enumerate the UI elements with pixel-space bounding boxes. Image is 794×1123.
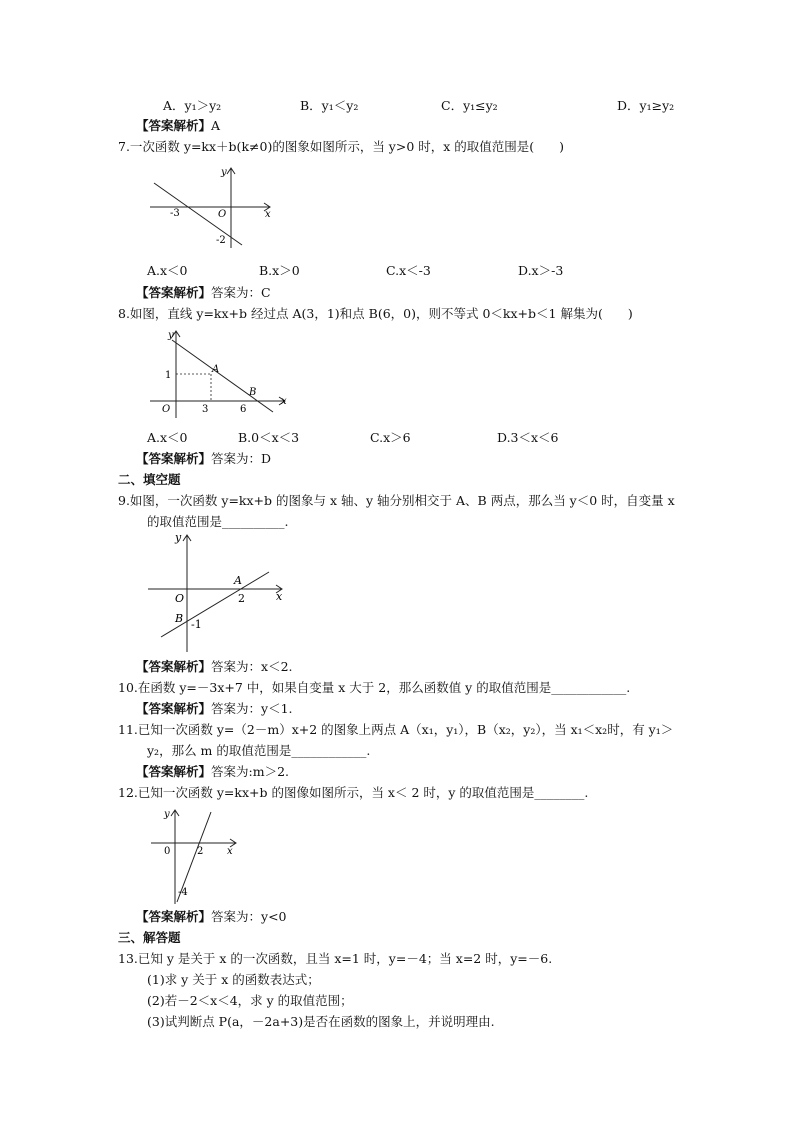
q7-label-x: x [265,209,271,220]
q9-label-a: A [234,574,242,587]
q9-label-2: 2 [238,592,245,605]
q8-answer: 答案为：D [211,451,272,466]
q6-option-d: D．y₁≥y₂ [617,98,675,113]
q13-stem: 13.已知 y 是关于 x 的一次函数，且当 x=1 时，y=－4；当 x=2 时，y=－6. [118,951,553,966]
q8-stem: 8.如图，直线 y=kx+b 经过点 A(3，1)和点 B(6，0)，则不等式 0＜kx+b＜1 解集为( ) [118,306,633,321]
q12-label-neg4: -4 [178,887,188,898]
q8-label-y: y [168,330,174,341]
q7-label-y: y [221,167,227,178]
q9-stem-line1: 9.如图，一次函数 y=kx+b 的图象与 x 轴、y 轴分别相交于 A、B 两点，那么当 y＜0 时，自变量 x [118,493,675,508]
q6-option-a: A．y₁＞y₂ [163,98,222,113]
answer-label: 【答案解析】 [136,659,212,674]
answer-label: 【答案解析】 [136,764,212,779]
q7-option-c: C.x＜-3 [386,263,431,278]
q8-label-6: 6 [240,404,247,415]
q12-label-origin: 0 [164,846,171,857]
section-solution-title: 三、解答题 [118,930,181,945]
q9-label-origin: O [175,592,185,605]
q7-label-neg2: -2 [216,235,226,246]
q13-part-3: (3)试判断点 P(a，－2a+3)是否在函数的图象上，并说明理由. [147,1014,495,1029]
q12-graph [148,807,243,907]
q8-label-b: B [249,387,257,398]
q9-answer-row [136,659,293,675]
q6-answer-row [136,118,220,134]
q7-graph [145,165,275,250]
q11-answer: 答案为:m＞2. [211,764,290,779]
answer-label: 【答案解析】 [136,451,212,466]
q12-stem: 12.已知一次函数 y=kx+b 的图像如图所示，当 x＜ 2 时，y 的取值范围是________. [118,785,589,800]
q8-label-1: 1 [165,370,172,381]
q11-answer-row [136,764,289,780]
q9-label-x: x [276,590,283,603]
q8-answer-row [136,451,271,467]
q8-graph [145,328,295,423]
q7-stem: 7.一次函数 y=kx＋b(k≠0)的图象如图所示，当 y>0 时，x 的取值范围是( ) [118,139,565,154]
q7-option-a: A.x＜0 [147,263,188,278]
q10-answer-row [136,701,293,717]
q8-label-x: x [281,396,287,407]
q8-label-3: 3 [202,404,209,415]
answer-label: 【答案解析】 [136,118,212,133]
answer-label: 【答案解析】 [136,285,212,300]
q12-label-x: x [227,846,233,857]
q8-label-origin: O [162,404,171,415]
q9-stem-line2: 的取值范围是__________. [147,514,289,529]
answer-label: 【答案解析】 [136,701,212,716]
q8-label-a: A [212,364,220,375]
answer-label: 【答案解析】 [136,909,212,924]
q11-stem-line2: y₂，那么 m 的取值范围是____________. [147,743,371,758]
q12-answer: 答案为：y<0 [211,909,287,924]
q7-answer-row [136,285,271,301]
q9-label-b: B [175,612,184,625]
q6-answer: A [211,118,221,133]
q7-option-b: B.x＞0 [259,263,300,278]
q8-option-a: A.x＜0 [147,430,188,445]
q6-option-c: C．y₁≤y₂ [441,98,498,113]
q13-part-2: (2)若－2＜x＜4，求 y 的取值范围； [147,993,353,1008]
q7-function-line [154,183,242,245]
q7-option-d: D.x＞-3 [518,263,564,278]
q9-answer: 答案为：x＜2. [211,659,293,674]
q8-option-b: B.0＜x＜3 [238,430,300,445]
q13-part-1: (1)求 y 关于 x 的函数表达式； [147,972,320,987]
q7-label-origin: O [218,209,227,220]
q7-label-neg3: -3 [170,208,180,219]
q6-option-b: B．y₁＜y₂ [300,98,359,113]
q9-label-y: y [175,531,182,544]
q12-label-2: 2 [197,846,204,857]
q9-label-neg1: -1 [191,618,202,631]
section-fill-in-title: 二、填空题 [118,472,181,487]
q12-label-y: y [164,809,170,820]
q12-answer-row [136,909,287,925]
q10-stem: 10.在函数 y=－3x+7 中，如果自变量 x 大于 2，那么函数值 y 的取值范围是____________. [118,680,631,695]
q9-graph [145,530,290,655]
q7-answer: 答案为：C [211,285,271,300]
q8-option-d: D.3＜x＜6 [497,430,559,445]
q11-stem-line1: 11.已知一次函数 y=（2－m）x+2 的图象上两点 A（x₁，y₁），B（x₂，y₂），当 x₁＜x₂时，有 y₁＞ [118,722,674,737]
q10-answer: 答案为：y＜1. [211,701,293,716]
q8-option-c: C.x＞6 [370,430,411,445]
